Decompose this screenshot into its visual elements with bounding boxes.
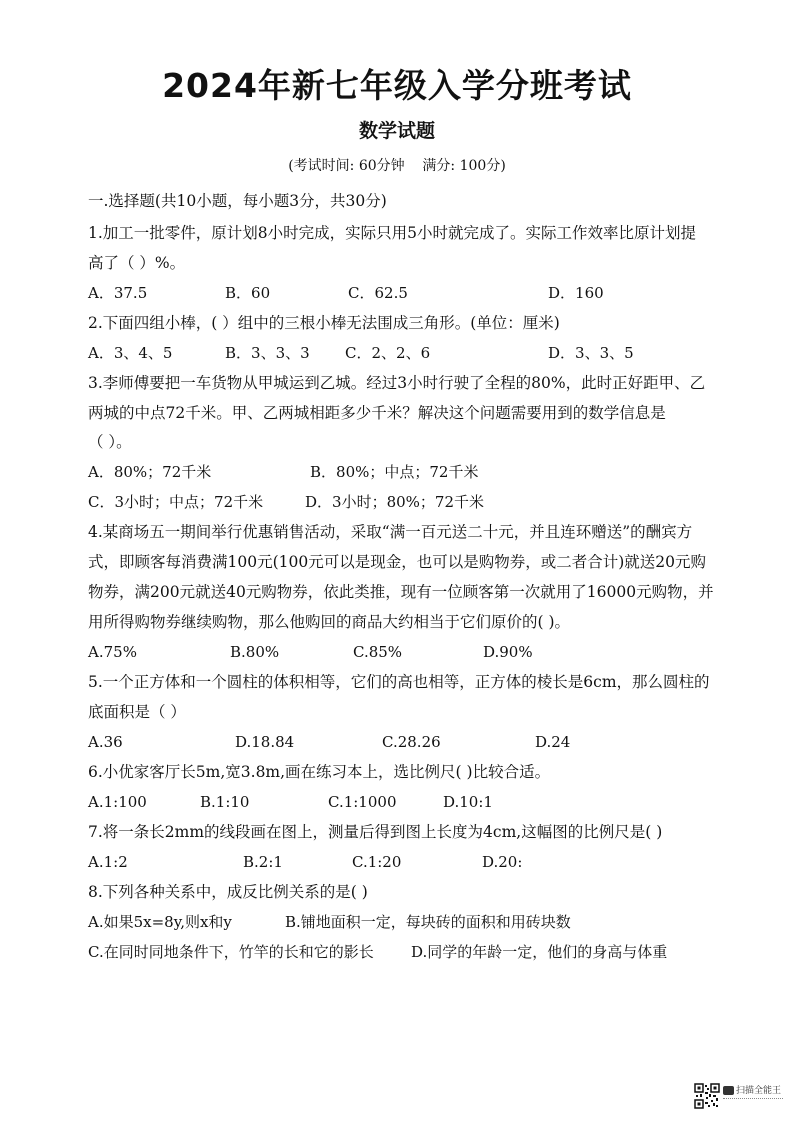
question-2-option-a: A．3、4、5	[88, 344, 173, 362]
question-5-option-a: A.36	[88, 733, 123, 751]
question-8-line-1: 8.下列各种关系中，成反比例关系的是( )	[88, 883, 368, 901]
question-5-option-b: D.18.84	[235, 733, 295, 751]
question-1-line-1: 1.加工一批零件，原计划8小时完成，实际只用5小时就完成了。实际工作效率比原计划提	[88, 224, 697, 242]
question-3-option-c: C．3小时；中点；72千米	[88, 493, 264, 511]
question-3-option-a: A．80%；72千米	[88, 463, 212, 481]
scanner-watermark	[694, 1083, 794, 1119]
exam-subtitle: 数学试题	[358, 120, 435, 142]
question-4-line-3: 物券，满200元就送40元购物券，依此类推，现有一位顾客第一次就用了16000元购物，并	[88, 583, 714, 601]
question-3-line-2: 两城的中点72千米。甲、乙两城相距多少千米？解决这个问题需要用到的数学信息是	[88, 404, 666, 422]
question-5-option-c: C.28.26	[382, 733, 441, 751]
question-1-option-b: B．60	[225, 284, 271, 302]
question-4-line-1: 4.某商场五一期间举行优惠销售活动，采取“满一百元送二十元，并且连环赠送”的酬宾方	[88, 523, 693, 541]
question-1-line-2: 高了（ ）%。	[88, 254, 186, 272]
question-4-line-4: 用所得购物券继续购物，那么他购回的商品大约相当于它们原价的( )。	[88, 613, 571, 631]
question-4-line-2: 式，即顾客每消费满100元(100元可以是现金，也可以是购物券，或二者合计)就送20元购	[88, 553, 706, 571]
question-1-option-a: A．37.5	[88, 284, 148, 302]
question-8-option-a: A.如果5x=8y,则x和y	[88, 913, 232, 931]
scanner-caption-divider	[723, 1098, 783, 1103]
question-4-option-c: C.85%	[353, 643, 403, 661]
question-2-line-1: 2.下面四组小棒，( ）组中的三根小棒无法围成三角形。(单位：厘米)	[88, 314, 560, 332]
question-2-option-c: C．2、2、6	[345, 344, 431, 362]
question-8-option-b: B.铺地面积一定，每块砖的面积和用砖块数	[285, 913, 571, 931]
scanner-brand: 扫描全能王	[736, 1086, 782, 1096]
section-heading: 一.选择题(共10小题，每小题3分，共30分)	[88, 192, 387, 210]
question-7-line-1: 7.将一条长2mm的线段画在图上，测量后得到图上长度为4cm,这幅图的比例尺是( )	[88, 823, 663, 841]
question-6-line-1: 6.小优家客厅长5m,宽3.8m,画在练习本上，选比例尺( )比较合适。	[88, 763, 551, 781]
question-8-option-d: D.同学的年龄一定，他们的身高与体重	[411, 943, 668, 961]
question-2-option-b: B．3、3、3	[225, 344, 310, 362]
question-4-option-a: A.75%	[88, 643, 137, 661]
question-4-option-b: B.80%	[230, 643, 280, 661]
question-2-option-d: D．3、3、5	[548, 344, 634, 362]
question-1-option-c: C．62.5	[348, 284, 408, 302]
question-5-line-2: 底面积是（ ）	[88, 703, 186, 721]
question-5-option-d: D.24	[535, 733, 571, 751]
question-1-option-d: D．160	[548, 284, 604, 302]
exam-info: (考试时间: 60分钟 满分: 100分)	[288, 158, 506, 174]
question-7-option-d: D.20:	[482, 853, 523, 871]
question-3-option-b: B．80%；中点；72千米	[310, 463, 479, 481]
question-7-option-b: B.2:1	[243, 853, 283, 871]
question-4-option-d: D.90%	[483, 643, 533, 661]
question-7-option-c: C.1:20	[352, 853, 402, 871]
qr-code-icon	[694, 1083, 720, 1109]
question-6-option-b: B.1:10	[200, 793, 250, 811]
question-6-option-c: C.1:1000	[328, 793, 397, 811]
question-3-option-d: D．3小时；80%；72千米	[305, 493, 484, 511]
question-6-option-d: D.10:1	[443, 793, 493, 811]
question-3-line-3: （ ）。	[88, 433, 132, 451]
exam-title: 2024年新七年级入学分班考试	[162, 66, 632, 105]
question-8-option-c: C.在同时同地条件下，竹竿的长和它的影长	[88, 943, 374, 961]
question-3-line-1: 3.李师傅要把一车货物从甲城运到乙城。经过3小时行驶了全程的80%，此时正好距甲、乙	[88, 374, 706, 392]
question-6-option-a: A.1:100	[88, 793, 147, 811]
scanner-logo-icon	[723, 1086, 734, 1095]
question-5-line-1: 5.一个正方体和一个圆柱的体积相等，它们的高也相等，正方体的棱长是6cm，那么圆柱的	[88, 673, 710, 691]
question-7-option-a: A.1:2	[88, 853, 128, 871]
